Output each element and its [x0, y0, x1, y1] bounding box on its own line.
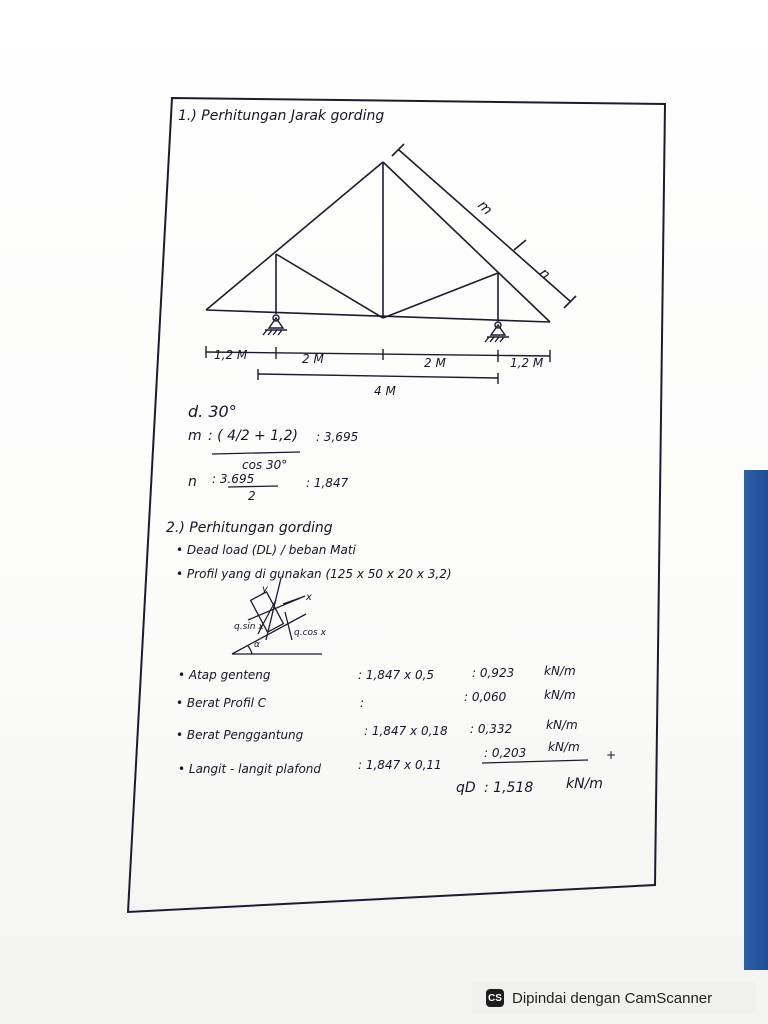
- n-calc-result: : 1,847: [306, 476, 349, 490]
- support-right: [485, 322, 509, 342]
- dim-label-mid-right: 2 M: [424, 356, 446, 370]
- load-value-4: : 0,203: [484, 746, 527, 760]
- total-unit: kN/m: [566, 776, 603, 792]
- load-unit-2: kN/m: [544, 688, 576, 702]
- m-calc-result: : 3,695: [316, 430, 359, 444]
- sum-plus-sign: +: [606, 748, 617, 762]
- m-calc-lhs: m: [188, 428, 202, 444]
- dim-label-total: 4 M: [374, 384, 396, 398]
- rafter-label-n: n: [535, 265, 554, 283]
- load-calc-1: : 1,847 x 0,5: [358, 668, 435, 682]
- load-value-1: : 0,923: [472, 666, 515, 680]
- section1-heading: 1.) Perhitungan Jarak gording: [178, 108, 385, 124]
- dim-label-left: 1,2 M: [214, 348, 248, 362]
- n-calc-lhs: n: [188, 474, 197, 490]
- diagram-label-x: x: [306, 592, 312, 603]
- truss-left-rafter: [206, 162, 383, 310]
- n-calc-numerator: : 3.695: [212, 472, 255, 486]
- dim-label-right: 1,2 M: [510, 356, 544, 370]
- diagram-label-qsin: q.sin x: [234, 622, 264, 632]
- load-name-4: • Langit - langit plafond: [178, 762, 322, 776]
- rafter-label-m: m: [474, 197, 496, 219]
- camscanner-watermark: [472, 982, 756, 1014]
- load-unit-4: kN/m: [548, 740, 580, 754]
- n-calc-denominator: 2: [248, 489, 256, 503]
- truss-diagram: [206, 144, 576, 322]
- diagram-label-alpha: α: [254, 640, 260, 650]
- diagram-label-qcos: q.cos x: [294, 628, 326, 638]
- support-left: [263, 315, 287, 335]
- dead-load-bullet: • Dead load (DL) / beban Mati: [176, 543, 356, 557]
- fraction-lines: [212, 452, 588, 763]
- load-value-2: : 0,060: [464, 690, 507, 704]
- m-calc-denominator: cos 30°: [242, 458, 288, 472]
- load-calc-3: : 1,847 x 0,18: [364, 724, 448, 738]
- load-value-3: : 0,332: [470, 722, 513, 736]
- truss-right-diagonal: [383, 273, 498, 318]
- load-name-1: • Atap genteng: [178, 668, 271, 682]
- section2-heading: 2.) Perhitungan gording: [166, 520, 333, 536]
- profile-section-diagram: [232, 578, 322, 654]
- load-unit-1: kN/m: [544, 664, 576, 678]
- profile-bullet: • Profil yang di gunakan (125 x 50 x 20 x 3,2): [176, 567, 452, 581]
- total-value: : 1,518: [484, 780, 534, 796]
- load-unit-3: kN/m: [546, 718, 578, 732]
- camscanner-logo-icon: CS: [486, 989, 504, 1007]
- camscanner-text: Dipindai dengan CamScanner: [512, 989, 713, 1007]
- load-calc-4: : 1,847 x 0,11: [358, 758, 442, 772]
- dim-label-mid-left: 2 M: [302, 352, 324, 366]
- alpha-angle: d. 30°: [188, 402, 237, 421]
- m-calc-expression: : ( 4/2 + 1,2): [208, 428, 298, 444]
- total-label: qD: [456, 780, 476, 796]
- diagram-label-y: y: [262, 584, 268, 595]
- load-name-3: • Berat Penggantung: [176, 728, 304, 742]
- load-calc-2: :: [360, 696, 365, 710]
- truss-right-rafter: [383, 162, 550, 322]
- load-name-2: • Berat Profil C: [176, 696, 267, 710]
- truss-left-diagonal: [276, 254, 383, 318]
- span-dimensions: [206, 346, 550, 384]
